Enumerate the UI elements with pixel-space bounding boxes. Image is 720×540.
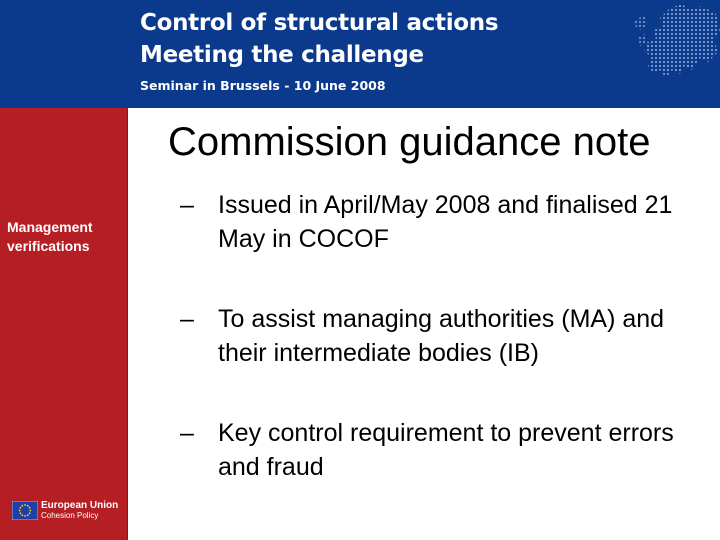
eu-logo	[12, 500, 118, 520]
bullet-item	[180, 302, 710, 370]
bullet-text: Issued in April/May 2008 and finalised 21 May in COCOF	[218, 191, 673, 253]
bullet-list	[180, 188, 710, 530]
bullet-text: Key control requirement to prevent errors and fraud	[218, 419, 674, 481]
sidebar	[0, 108, 128, 540]
bullet-marker: –	[180, 191, 194, 219]
bullet-item	[180, 188, 710, 256]
slide-title: Commission guidance note	[168, 120, 651, 164]
section-label: Management verifications	[7, 219, 93, 254]
banner-subtitle: Seminar in Brussels - 10 June 2008	[140, 78, 386, 93]
bullet-item	[180, 416, 710, 484]
eu-logo-line-1: European Union	[41, 500, 119, 511]
eu-flag-icon	[12, 501, 38, 520]
bullet-marker: –	[180, 305, 194, 333]
eu-logo-text	[41, 500, 118, 520]
bullet-text: To assist managing authorities (MA) and their intermediate bodies (IB)	[218, 305, 665, 367]
header-banner	[0, 0, 720, 108]
banner-title-line-1: Control of structural actions	[140, 10, 499, 36]
bullet-marker: –	[180, 419, 194, 447]
banner-title-line-2: Meeting the challenge	[140, 42, 424, 68]
eu-logo-line-2: Cohesion Policy	[41, 511, 99, 520]
europe-map-icon	[630, 0, 720, 100]
